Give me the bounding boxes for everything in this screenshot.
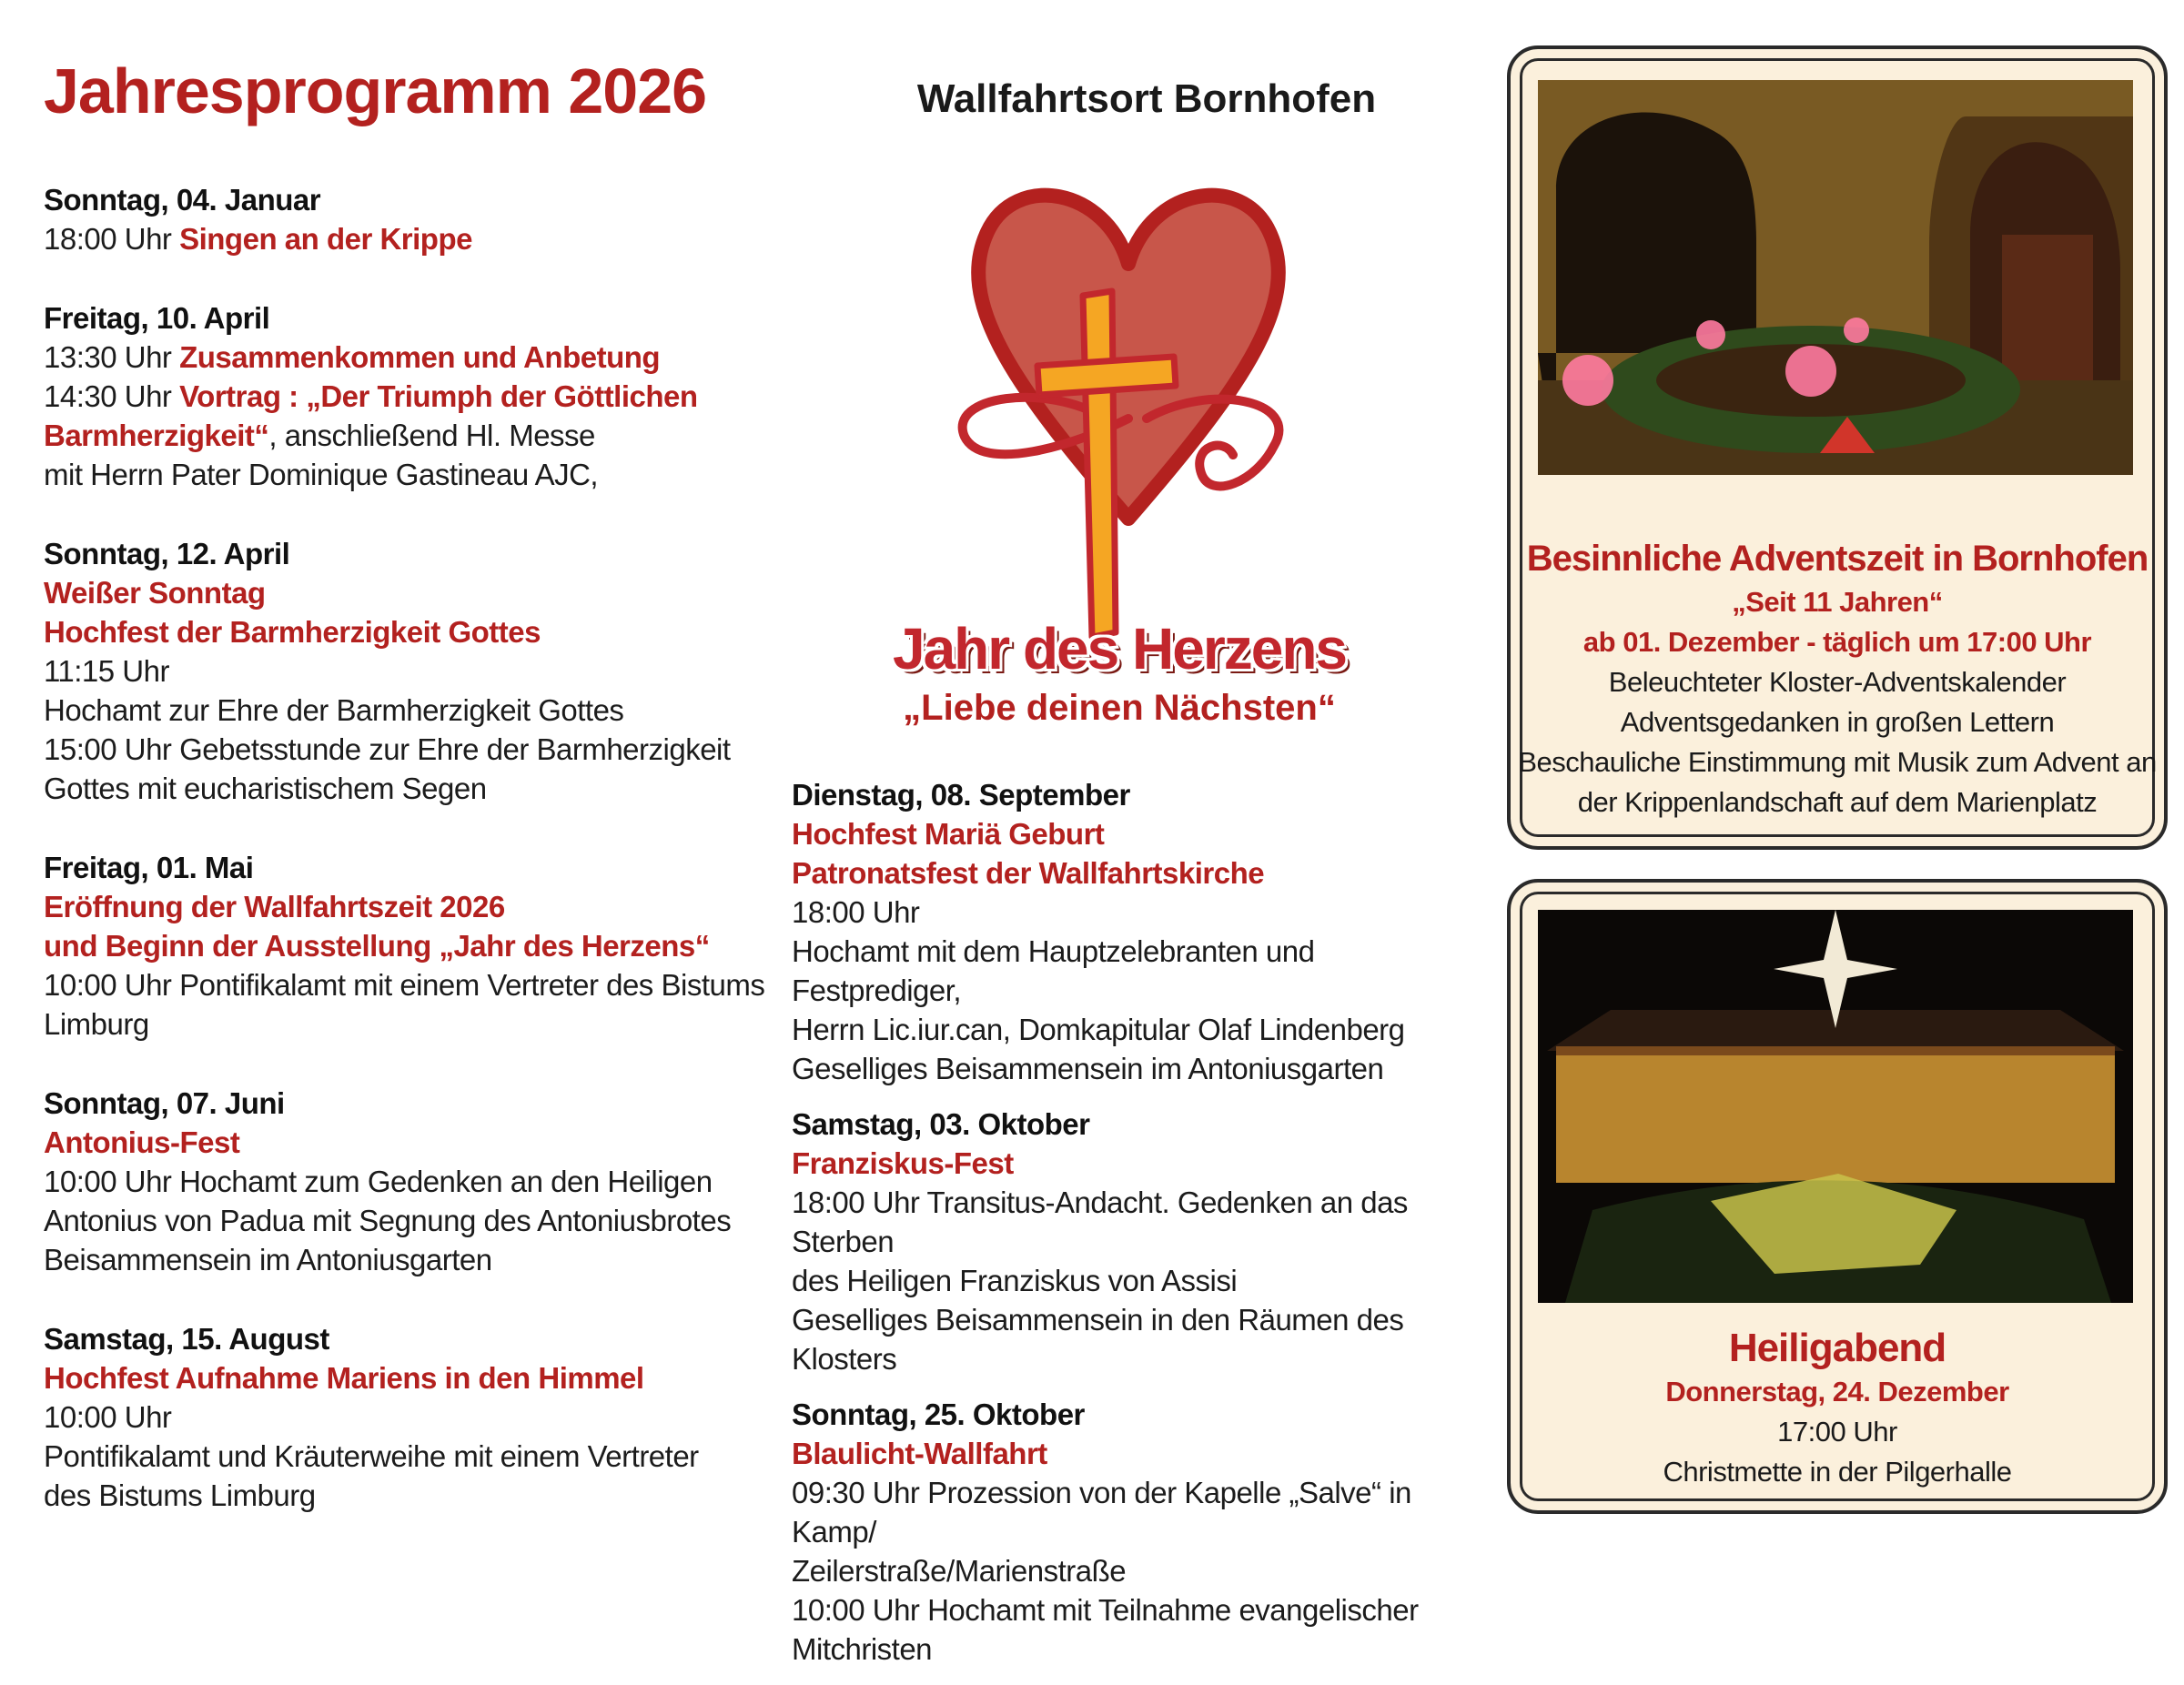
entry-line bbox=[44, 965, 772, 1004]
entry-line bbox=[44, 1476, 772, 1515]
program-entry bbox=[44, 848, 772, 1044]
advent-title: Besinnliche Adventszeit in Bornhofen bbox=[1526, 539, 2149, 579]
program-entry bbox=[792, 775, 1447, 1088]
entry-line bbox=[44, 338, 772, 377]
advent-since: „Seit 11 Jahren“ bbox=[1732, 586, 1943, 618]
entry-highlight: Antonius-Fest bbox=[44, 1125, 240, 1159]
advent-line-3: Beschauliche Einstimmung mit Musik zum Advent an bbox=[1518, 746, 2157, 778]
entry-line bbox=[44, 416, 772, 455]
logo-title: Jahr des Herzens bbox=[892, 616, 1347, 681]
program-entry bbox=[44, 534, 772, 808]
entry-text: 10:00 Uhr bbox=[44, 1400, 172, 1434]
entry-highlight: Franziskus-Fest bbox=[792, 1146, 1014, 1180]
entry-text: Beisammensein im Antoniusgarten bbox=[44, 1243, 492, 1276]
program-column-left bbox=[44, 180, 772, 1555]
entry-line bbox=[44, 1397, 772, 1437]
entry-text: 13:30 Uhr bbox=[44, 340, 180, 374]
entry-text: Herrn Lic.iur.can, Domkapitular Olaf Lindenberg bbox=[792, 1013, 1405, 1046]
entry-text: 10:00 Uhr Hochamt mit Teilnahme evangelischer bbox=[792, 1593, 1419, 1627]
entry-line bbox=[44, 612, 772, 651]
entry-text: Hochamt zur Ehre der Barmherzigkeit Gottes bbox=[44, 693, 624, 727]
entry-date: Sonntag, 07. Juni bbox=[44, 1086, 285, 1120]
entry-text: 18:00 Uhr bbox=[44, 222, 180, 256]
entry-date: Dienstag, 08. September bbox=[792, 778, 1130, 812]
entry-line bbox=[792, 1300, 1447, 1378]
cross-horizontal bbox=[1037, 357, 1176, 395]
logo-subtitle: „Liebe deinen Nächsten“ bbox=[903, 688, 1336, 728]
entry-text: 10:00 Uhr Pontifikalamt mit einem Vertreter des Bistums bbox=[44, 968, 765, 1002]
entry-line bbox=[44, 769, 772, 808]
entry-line bbox=[792, 1010, 1447, 1049]
entry-line bbox=[792, 1049, 1447, 1088]
program-entry bbox=[44, 1084, 772, 1279]
entry-line bbox=[44, 887, 772, 926]
entry-line bbox=[44, 1004, 772, 1044]
entry-highlight: Barmherzigkeit“ bbox=[44, 419, 269, 452]
entry-highlight: Hochfest Aufnahme Mariens in den Himmel bbox=[44, 1361, 644, 1395]
advent-line-4: der Krippenlandschaft auf dem Marienplatz bbox=[1577, 786, 2098, 818]
entry-line bbox=[44, 926, 772, 965]
entry-text: Pontifikalamt und Kräuterweihe mit einem Vertreter bbox=[44, 1439, 699, 1473]
christmas-text bbox=[1511, 1325, 2164, 1492]
entry-highlight: Zusammenkommen und Anbetung bbox=[179, 340, 661, 374]
entry-text: 14:30 Uhr bbox=[44, 379, 180, 413]
entry-text: , anschließend Hl. Messe bbox=[268, 419, 595, 452]
entry-line bbox=[792, 1261, 1447, 1300]
christmas-title: Heiligabend bbox=[1728, 1326, 1946, 1370]
entry-line bbox=[792, 1590, 1447, 1630]
christmas-time: 17:00 Uhr bbox=[1777, 1416, 1897, 1448]
entry-line bbox=[792, 1473, 1447, 1551]
entry-line bbox=[44, 219, 772, 258]
entry-highlight: und Beginn der Ausstellung „Jahr des Herzens“ bbox=[44, 929, 710, 963]
entry-line bbox=[44, 1162, 772, 1201]
christmas-card bbox=[1507, 879, 2168, 1514]
program-column-right bbox=[792, 775, 1447, 1685]
entry-text: 18:00 Uhr bbox=[792, 895, 920, 929]
entry-text: 10:00 Uhr Hochamt zum Gedenken an den Heiligen bbox=[44, 1165, 713, 1198]
entry-line bbox=[792, 1144, 1447, 1183]
advent-line-2: Adventsgedanken in großen Lettern bbox=[1620, 706, 2055, 738]
entry-highlight: Patronatsfest der Wallfahrtskirche bbox=[792, 856, 1265, 890]
entry-text: mit Herrn Pater Dominique Gastineau AJC, bbox=[44, 458, 599, 491]
entry-highlight: Hochfest der Barmherzigkeit Gottes bbox=[44, 615, 541, 649]
entry-highlight: Hochfest Mariä Geburt bbox=[792, 817, 1105, 851]
entry-line bbox=[792, 814, 1447, 853]
entry-text: Mitchristen bbox=[792, 1632, 933, 1666]
entry-line bbox=[44, 377, 772, 416]
entry-line bbox=[44, 1123, 772, 1162]
advent-text bbox=[1511, 535, 2164, 822]
entry-text: 15:00 Uhr Gebetsstunde zur Ehre der Barmherzigkeit bbox=[44, 732, 731, 766]
program-entry bbox=[44, 298, 772, 494]
program-entry bbox=[44, 180, 772, 258]
entry-text: Gottes mit eucharistischem Segen bbox=[44, 772, 487, 805]
entry-text: Limburg bbox=[44, 1007, 149, 1041]
entry-text: 11:15 Uhr bbox=[44, 654, 169, 688]
advent-card bbox=[1507, 45, 2168, 850]
entry-text: des Heiligen Franziskus von Assisi bbox=[792, 1264, 1238, 1297]
entry-line bbox=[792, 1183, 1447, 1261]
entry-date: Freitag, 10. April bbox=[44, 301, 270, 335]
entry-date: Sonntag, 12. April bbox=[44, 537, 290, 570]
entry-line bbox=[44, 691, 772, 730]
entry-line bbox=[792, 932, 1447, 1010]
page-title: Jahresprogramm 2026 bbox=[44, 55, 707, 126]
cross-vertical bbox=[1083, 291, 1116, 637]
entry-text: Antonius von Padua mit Segnung des Antoniusbrotes bbox=[44, 1204, 732, 1237]
entry-highlight: Eröffnung der Wallfahrtszeit 2026 bbox=[44, 890, 505, 923]
program-entry bbox=[792, 1395, 1447, 1669]
christmas-desc: Christmette in der Pilgerhalle bbox=[1663, 1456, 2012, 1488]
entry-text: 09:30 Uhr Prozession von der Kapelle „Salve“ in Kamp/ bbox=[792, 1476, 1411, 1549]
program-entry bbox=[792, 1105, 1447, 1378]
program-entry bbox=[44, 1319, 772, 1515]
entry-date: Freitag, 01. Mai bbox=[44, 851, 254, 884]
entry-date: Sonntag, 04. Januar bbox=[44, 183, 321, 217]
entry-text: des Bistums Limburg bbox=[44, 1478, 316, 1512]
monastery-star-photo bbox=[1538, 910, 2133, 1303]
entry-line bbox=[792, 853, 1447, 893]
entry-highlight: Vortrag : „Der Triumph der Göttlichen bbox=[179, 379, 698, 413]
entry-date: Sonntag, 25. Oktober bbox=[792, 1397, 1085, 1431]
entry-line bbox=[44, 573, 772, 612]
christmas-date: Donnerstag, 24. Dezember bbox=[1665, 1376, 2009, 1408]
entry-line bbox=[44, 455, 772, 494]
entry-line bbox=[44, 730, 772, 769]
entry-line bbox=[792, 1630, 1447, 1669]
entry-highlight: Singen an der Krippe bbox=[179, 222, 472, 256]
entry-date: Samstag, 15. August bbox=[44, 1322, 329, 1356]
entry-line bbox=[792, 1551, 1447, 1590]
entry-highlight: Weißer Sonntag bbox=[44, 576, 266, 610]
entry-text: Geselliges Beisammensein im Antoniusgarten bbox=[792, 1052, 1384, 1085]
entry-line bbox=[44, 1358, 772, 1397]
heart-cross-icon bbox=[910, 155, 1347, 664]
entry-text: 18:00 Uhr Transitus-Andacht. Gedenken an das Sterben bbox=[792, 1186, 1408, 1258]
entry-text: Geselliges Beisammensein in den Räumen des Klosters bbox=[792, 1303, 1404, 1376]
entry-line bbox=[792, 1434, 1447, 1473]
entry-text: Hochamt mit dem Hauptzelebranten und Festprediger, bbox=[792, 934, 1315, 1007]
entry-line bbox=[44, 651, 772, 691]
entry-date: Samstag, 03. Oktober bbox=[792, 1107, 1090, 1141]
entry-line bbox=[792, 893, 1447, 932]
entry-highlight: Blaulicht-Wallfahrt bbox=[792, 1437, 1047, 1470]
entry-line bbox=[44, 1201, 772, 1240]
advent-when: ab 01. Dezember - täglich um 17:00 Uhr bbox=[1582, 626, 2092, 658]
entry-text: Zeilerstraße/Marienstraße bbox=[792, 1554, 1127, 1588]
entry-line bbox=[44, 1240, 772, 1279]
entry-line bbox=[44, 1437, 772, 1476]
advent-wreath-photo bbox=[1538, 80, 2133, 475]
place-name: Wallfahrtsort Bornhofen bbox=[916, 76, 1377, 121]
advent-line-1: Beleuchteter Kloster-Adventskalender bbox=[1608, 666, 2067, 698]
